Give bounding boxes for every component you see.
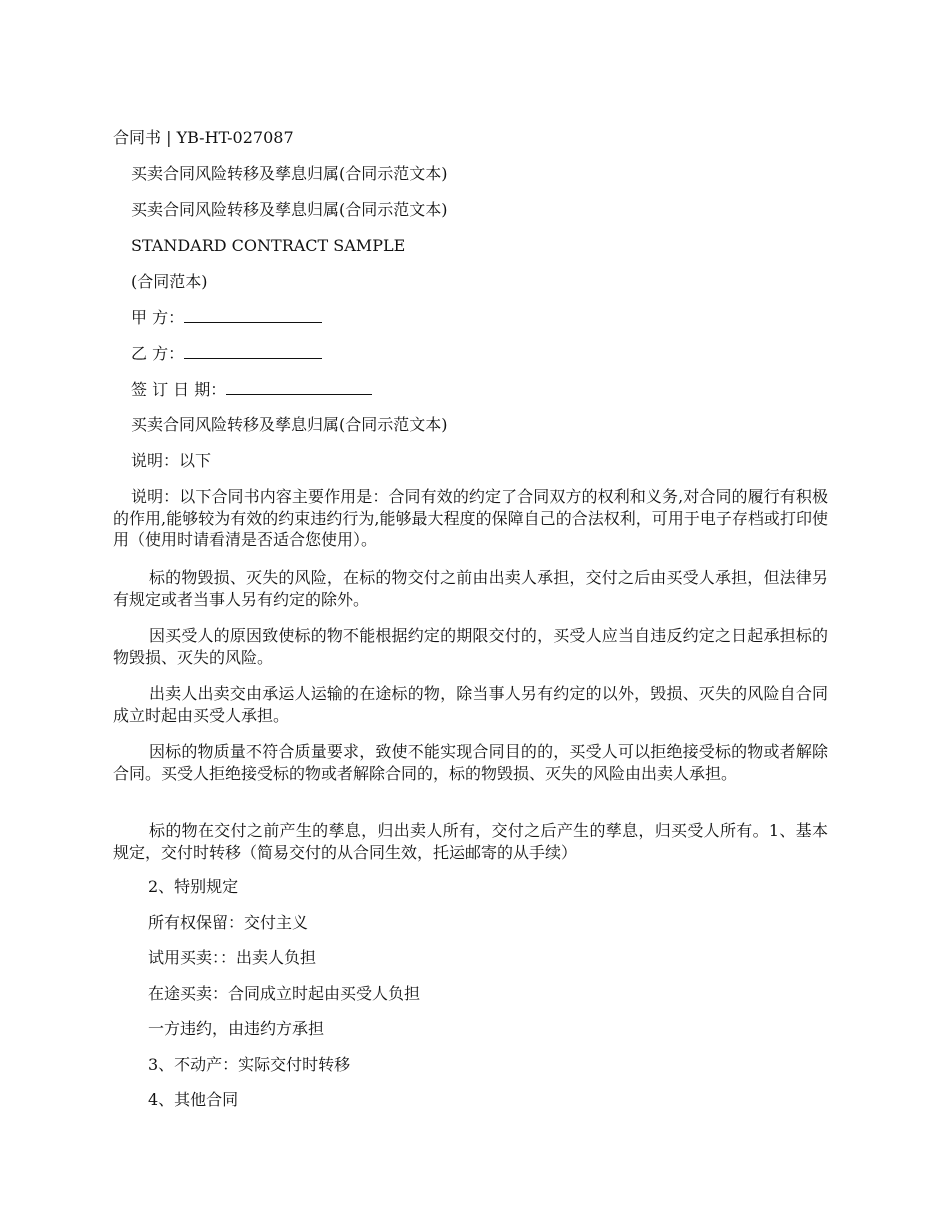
- body-paragraph: 因标的物质量不符合质量要求，致使不能实现合同目的的，买受人可以拒绝接受标的物或者解除合同。买受人拒绝接受标的物或者解除合同的，标的物毁损、灭失的风险由出卖人承担。: [113, 742, 828, 783]
- party-a-field: [131, 308, 322, 328]
- english-title: STANDARD CONTRACT SAMPLE: [131, 236, 406, 255]
- party-b-label: 乙 方：: [131, 344, 185, 363]
- list-item: 试用买卖：：出卖人负担: [148, 948, 317, 967]
- body-paragraph: 出卖人出卖交由承运人运输的在途标的物，除当事人另有约定的以外，毁损、灭失的风险自合同成立时起由买受人承担。: [113, 684, 828, 725]
- list-item: 所有权保留：交付主义: [148, 913, 309, 932]
- body-paragraph: 标的物在交付之前产生的孳息，归出卖人所有，交付之后产生的孳息，归买受人所有。1、基本规定，交付时转移（简易交付的从合同生效，托运邮寄的从手续）: [113, 821, 828, 862]
- note-heading: 说明：以下: [131, 451, 212, 470]
- list-item: 一方违约，由违约方承担: [148, 1019, 325, 1038]
- section-title: 买卖合同风险转移及孳息归属(合同示范文本): [131, 415, 448, 434]
- cover-subtitle: (合同范本): [131, 272, 208, 291]
- party-a-blank-line: [184, 308, 322, 323]
- list-item: 4、其他合同: [148, 1090, 239, 1109]
- sign-date-blank-line: [226, 380, 372, 395]
- list-item: 3、不动产：实际交付时转移: [148, 1055, 351, 1074]
- list-item: 在途买卖：合同成立时起由买受人负担: [148, 984, 421, 1003]
- party-b-blank-line: [184, 344, 322, 359]
- sign-date-field: [131, 380, 372, 400]
- note-paragraph: 说明：以下合同书内容主要作用是：合同有效的约定了合同双方的权利和义务,对合同的履行有积极的作用,能够较为有效的约束违约行为,能够最大程度的保障自己的合法权利，可用于电子存档或打印使用（使用时请看清是否适合您使用）。: [113, 487, 828, 549]
- party-a-label: 甲 方：: [131, 308, 185, 327]
- sign-date-label: 签 订 日 期：: [131, 380, 227, 399]
- cover-title-repeat: 买卖合同风险转移及孳息归属(合同示范文本): [131, 200, 448, 219]
- body-paragraph: 因买受人的原因致使标的物不能根据约定的期限交付的，买受人应当自违反约定之日起承担标的物毁损、灭失的风险。: [113, 626, 828, 667]
- body-paragraph: 标的物毁损、灭失的风险，在标的物交付之前由出卖人承担，交付之后由买受人承担，但法律另有规定或者当事人另有约定的除外。: [113, 568, 828, 609]
- list-item: 2、特别规定: [148, 877, 239, 896]
- cover-title: 买卖合同风险转移及孳息归属(合同示范文本): [131, 164, 448, 183]
- party-b-field: [131, 344, 322, 364]
- document-code-header: 合同书 | YB-HT-027087: [113, 128, 294, 147]
